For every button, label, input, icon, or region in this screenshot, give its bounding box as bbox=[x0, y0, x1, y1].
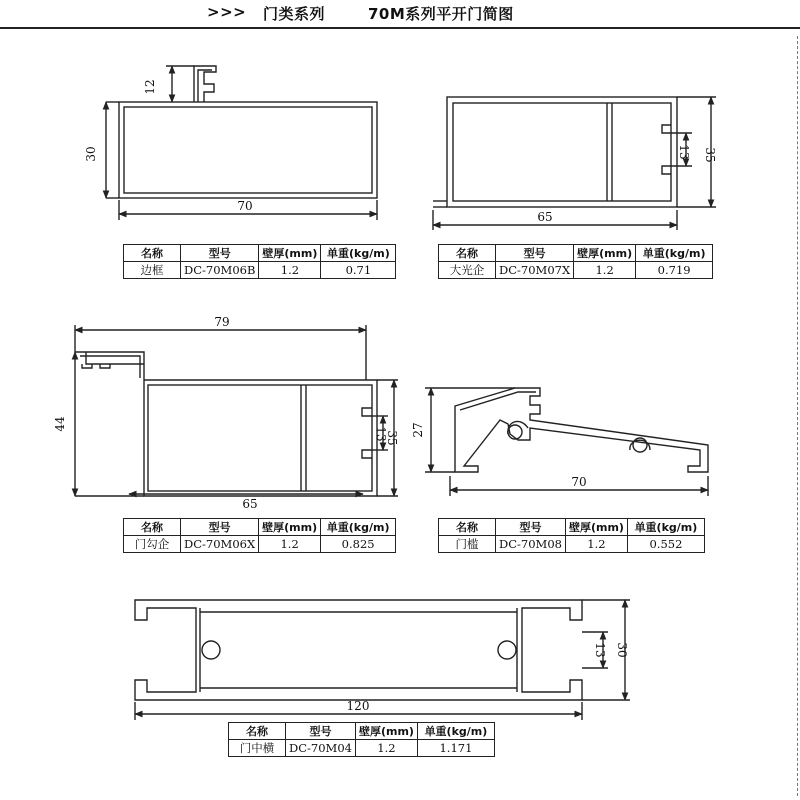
spec-table-2 bbox=[438, 244, 713, 279]
col-model: 型号 bbox=[496, 519, 566, 536]
cell-name: 门槛 bbox=[439, 536, 496, 553]
dim-p3-slot: 13 bbox=[374, 426, 388, 442]
col-name: 名称 bbox=[229, 723, 286, 740]
dim-p2-width: 65 bbox=[537, 210, 553, 224]
cell-unit-weight: 0.552 bbox=[627, 536, 704, 553]
dim-p5-width: 120 bbox=[346, 699, 370, 713]
cell-unit-weight: 0.71 bbox=[321, 262, 396, 279]
cell-model: DC-70M07X bbox=[496, 262, 574, 279]
table-row bbox=[124, 536, 396, 553]
cell-name: 边框 bbox=[124, 262, 181, 279]
dim-p1-height: 30 bbox=[84, 146, 98, 162]
header-arrows: >>> bbox=[207, 3, 247, 21]
col-name: 名称 bbox=[439, 519, 496, 536]
spec-table-3 bbox=[123, 518, 396, 553]
dim-p4-width: 70 bbox=[571, 475, 587, 489]
col-name: 名称 bbox=[439, 245, 496, 262]
dim-p4-height: 27 bbox=[411, 422, 425, 438]
col-unit-weight: 单重(kg/m) bbox=[321, 519, 396, 536]
dim-p1-width: 70 bbox=[237, 199, 253, 213]
col-name: 名称 bbox=[124, 519, 181, 536]
cell-thickness: 1.2 bbox=[259, 262, 321, 279]
profile-2-section bbox=[433, 97, 716, 230]
spec-table-4 bbox=[438, 518, 705, 553]
dim-p3-overall: 79 bbox=[214, 315, 230, 329]
table-row bbox=[124, 262, 396, 279]
dim-p3-height: 44 bbox=[53, 416, 67, 432]
cell-model: DC-70M08 bbox=[496, 536, 566, 553]
profile-3-section bbox=[75, 325, 398, 496]
cell-unit-weight: 0.719 bbox=[636, 262, 713, 279]
profile-5-section bbox=[135, 600, 630, 720]
dim-p2-slot: 13 bbox=[677, 144, 691, 160]
cell-thickness: 1.2 bbox=[259, 536, 321, 553]
dim-p3-width: 65 bbox=[242, 497, 258, 511]
header-category: 门类系列 bbox=[263, 5, 326, 23]
table-row bbox=[229, 740, 495, 757]
table-row bbox=[439, 536, 705, 553]
col-thickness: 壁厚(mm) bbox=[259, 519, 321, 536]
col-unit-weight: 单重(kg/m) bbox=[321, 245, 396, 262]
cell-model: DC-70M06B bbox=[181, 262, 259, 279]
dim-p3-depth: 35 bbox=[385, 430, 399, 446]
col-model: 型号 bbox=[496, 245, 574, 262]
col-unit-weight: 单重(kg/m) bbox=[417, 723, 494, 740]
page-title: 70M系列平开门简图 bbox=[368, 5, 514, 23]
dim-p5-slot: 13 bbox=[593, 642, 607, 658]
col-unit-weight: 单重(kg/m) bbox=[636, 245, 713, 262]
col-model: 型号 bbox=[286, 723, 356, 740]
col-name: 名称 bbox=[124, 245, 181, 262]
cell-unit-weight: 0.825 bbox=[321, 536, 396, 553]
cell-name: 大光企 bbox=[439, 262, 496, 279]
spec-table-1 bbox=[123, 244, 396, 279]
profile-4-section bbox=[425, 388, 708, 496]
cell-name: 门勾企 bbox=[124, 536, 181, 553]
col-thickness: 壁厚(mm) bbox=[355, 723, 417, 740]
spec-table-5 bbox=[228, 722, 495, 757]
col-model: 型号 bbox=[181, 245, 259, 262]
cell-thickness: 1.2 bbox=[565, 536, 627, 553]
cell-unit-weight: 1.171 bbox=[417, 740, 494, 757]
dim-p1-lip: 12 bbox=[143, 79, 157, 95]
dim-p5-height: 30 bbox=[615, 642, 629, 658]
table-row bbox=[439, 262, 713, 279]
dim-p2-height: 35 bbox=[703, 147, 717, 163]
cell-model: DC-70M06X bbox=[181, 536, 259, 553]
col-thickness: 壁厚(mm) bbox=[259, 245, 321, 262]
cell-name: 门中横 bbox=[229, 740, 286, 757]
col-thickness: 壁厚(mm) bbox=[574, 245, 636, 262]
col-thickness: 壁厚(mm) bbox=[565, 519, 627, 536]
cell-model: DC-70M04 bbox=[286, 740, 356, 757]
col-model: 型号 bbox=[181, 519, 259, 536]
cell-thickness: 1.2 bbox=[574, 262, 636, 279]
col-unit-weight: 单重(kg/m) bbox=[627, 519, 704, 536]
cell-thickness: 1.2 bbox=[355, 740, 417, 757]
